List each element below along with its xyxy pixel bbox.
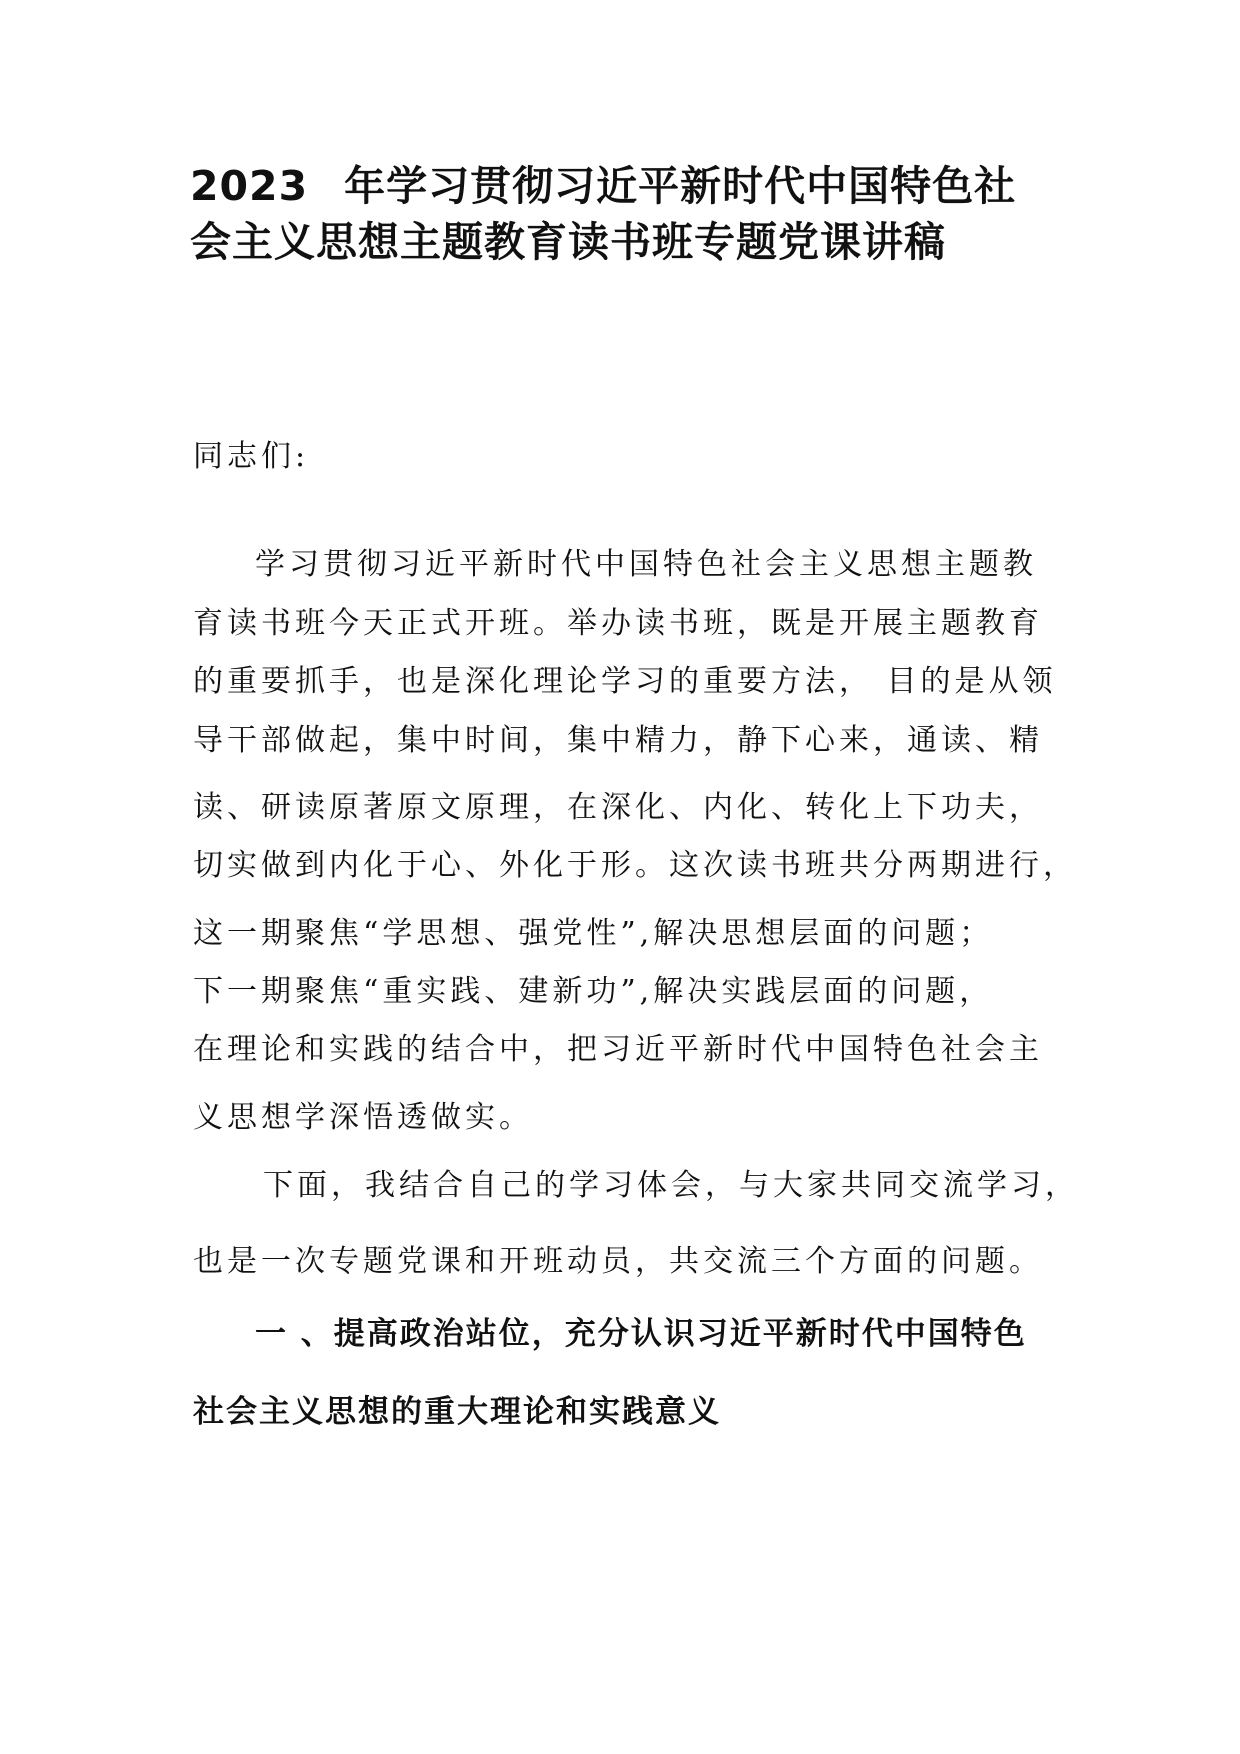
- paragraph1-line-8: 下一期聚焦“重实践、建新功”,解决实践层面的问题，: [193, 974, 994, 1009]
- title-line-2: 会主义思想主题教育读书班专题党课讲稿: [190, 218, 946, 266]
- paragraph1-line-4: 导干部做起，集中时间，集中精力，静下心来，通读、精: [193, 723, 1043, 758]
- title-line-1: [190, 158, 1090, 214]
- paragraph1-line-3: 的重要抓手，也是深化理论学习的重要方法， 目的是从领: [193, 664, 1057, 699]
- paragraph1-line-7: 这一期聚焦“学思想、强党性”,解决思想层面的问题；: [193, 916, 994, 951]
- paragraph2-line-1: 下面，我结合自己的学习体会，与大家共同交流学习，: [263, 1168, 1079, 1203]
- section-heading-1-line-2: 社会主义思想的重大理论和实践意义: [193, 1394, 721, 1430]
- paragraph1-line-10: 义思想学深悟透做实。: [193, 1100, 533, 1135]
- title-year: 2023: [190, 162, 309, 210]
- paragraph1-line-5: 读、研读原著原文原理，在深化、内化、转化上下功夫，: [193, 790, 1043, 825]
- paragraph1-line-1: 学习贯彻习近平新时代中国特色社会主义思想主题教: [255, 547, 1037, 582]
- paragraph1-line-2: 育读书班今天正式开班。举办读书班，既是开展主题教育: [193, 606, 1043, 641]
- paragraph1-line-9: 在理论和实践的结合中，把习近平新时代中国特色社会主: [193, 1032, 1043, 1067]
- section-heading-1-line-1: 一 、提高政治站位，充分认识习近平新时代中国特色: [255, 1316, 1027, 1352]
- title-line-1-text: 年学习贯彻习近平新时代中国特色社: [344, 162, 1017, 210]
- document-title: [190, 158, 1090, 270]
- paragraph2-line-2: 也是一次专题党课和开班动员，共交流三个方面的问题。: [193, 1244, 1043, 1279]
- salutation: 同志们:: [193, 439, 310, 474]
- paragraph1-line-6: 切实做到内化于心、外化于形。这次读书班共分两期进行，: [193, 848, 1077, 883]
